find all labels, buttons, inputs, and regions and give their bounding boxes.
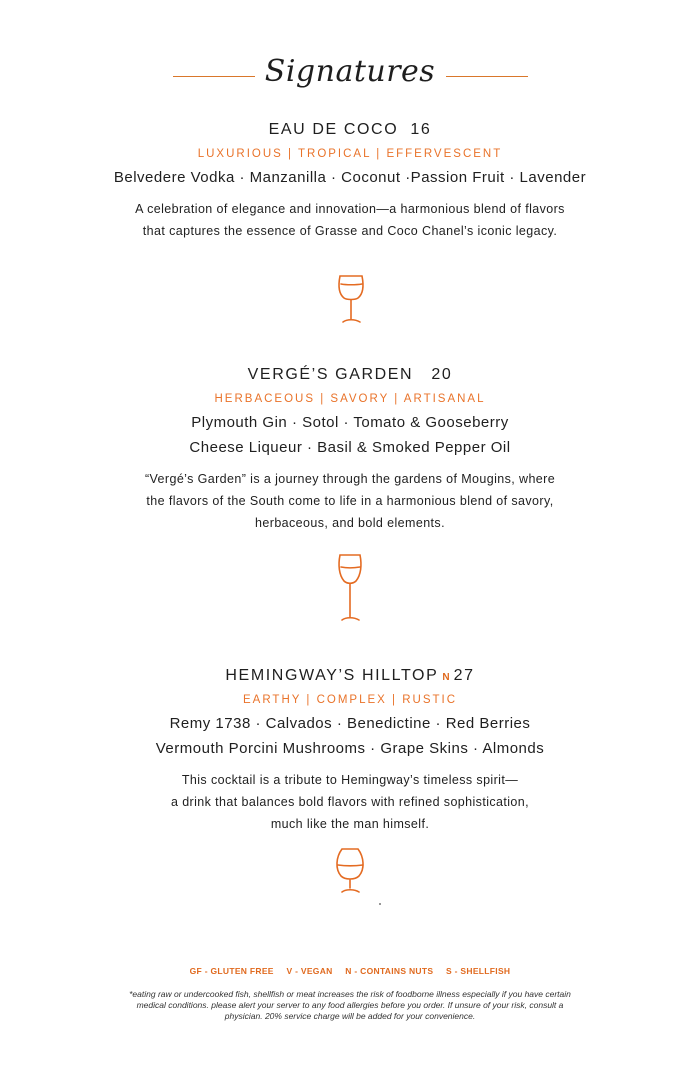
disclaimer-line: physician. 20% service charge will be added for your convenience. [224, 1011, 476, 1021]
wine-glass-icon [334, 272, 368, 326]
legend-gluten-free: GF - GLUTEN FREE [189, 966, 274, 976]
cocktail-price: 27 [453, 667, 475, 684]
nut-marker: N [442, 672, 450, 683]
description-line: the flavors of the South come to life in a harmonious blend of savory, [146, 494, 554, 508]
dietary-legend [0, 966, 700, 976]
header-rule-left [173, 76, 255, 77]
legend-shellfish: S - SHELLFISH [446, 966, 511, 976]
disclaimer-line: medical conditions. please alert your server to any food allergies before you order. If unsure of your risk, consult a [136, 1000, 564, 1010]
legend-contains-nuts: N - CONTAINS NUTS [345, 966, 434, 976]
cocktail-title [0, 667, 700, 685]
cocktail-tags: HERBACEOUS | SAVORY | ARTISANAL [214, 393, 486, 405]
snifter-glass-icon [333, 845, 367, 897]
cocktail-verges-garden [0, 366, 700, 534]
ingredients-line: Vermouth Porcini Mushrooms · Grape Skins · Almonds [155, 740, 545, 757]
cocktail-name: EAU DE COCO [268, 121, 399, 138]
description-line: much like the man himself. [270, 817, 430, 831]
cocktail-ingredients [0, 165, 700, 190]
ingredients-line: Belvedere Vodka · Manzanilla · Coconut ·Passion Fruit · Lavender [113, 169, 587, 186]
stray-dot [379, 903, 381, 905]
description-line: a drink that balances bold flavors with refined sophistication, [170, 795, 530, 809]
cocktail-ingredients [0, 410, 700, 460]
cocktail-name: VERGÉ’S GARDEN [247, 366, 414, 383]
cocktail-ingredients [0, 711, 700, 761]
cocktail-price: 20 [431, 366, 453, 383]
cocktail-title [0, 121, 700, 139]
menu-header [0, 52, 700, 102]
description-line: A celebration of elegance and innovation—a harmonious blend of flavors [135, 202, 565, 216]
ingredients-line: Cheese Liqueur · Basil & Smoked Pepper Oil [189, 439, 511, 456]
cocktail-description [0, 198, 700, 242]
cocktail-tags: EARTHY | COMPLEX | RUSTIC [242, 694, 458, 706]
disclaimer [62, 989, 638, 1022]
cocktail-tags: LUXURIOUS | TROPICAL | EFFERVESCENT [197, 148, 503, 160]
ingredients-line: Plymouth Gin · Sotol · Tomato & Gooseberry [191, 414, 509, 431]
description-line: that captures the essence of Grasse and Coco Chanel’s iconic legacy. [142, 224, 558, 238]
cocktail-price: 16 [410, 121, 432, 138]
ingredients-line: Remy 1738 · Calvados · Benedictine · Red Berries [169, 715, 531, 732]
cocktail-description [0, 769, 700, 835]
page-title: Signatures [264, 54, 436, 89]
cocktail-description [0, 468, 700, 534]
cocktail-name: HEMINGWAY’S HILLTOP [225, 667, 439, 684]
header-rule-right [446, 76, 528, 77]
tulip-glass-icon [333, 551, 367, 625]
description-line: herbaceous, and bold elements. [255, 516, 445, 530]
cocktail-title [0, 366, 700, 384]
description-line: This cocktail is a tribute to Hemingway’s timeless spirit— [181, 773, 519, 787]
description-line: “Vergé’s Garden” is a journey through the gardens of Mougins, where [144, 472, 556, 486]
legend-vegan: V - VEGAN [286, 966, 333, 976]
cocktail-eau-de-coco [0, 121, 700, 242]
cocktail-hemingways-hilltop [0, 667, 700, 835]
disclaimer-line: *eating raw or undercooked fish, shellfish or meat increases the risk of foodborne illness especially if you have certain [129, 989, 571, 999]
